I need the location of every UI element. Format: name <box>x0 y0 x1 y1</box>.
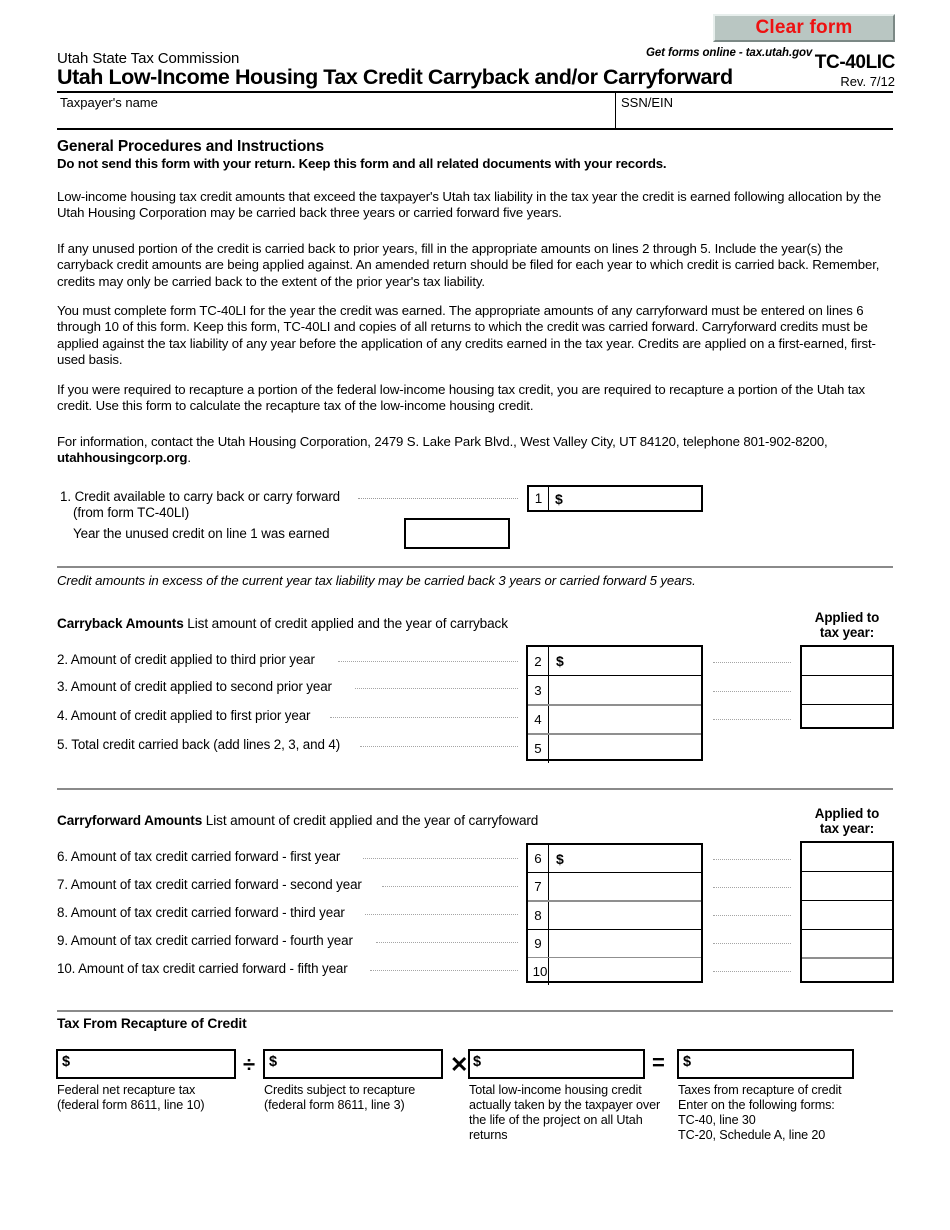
get-forms-online-note: Get forms online - tax.utah.gov <box>646 47 813 59</box>
carryback-mid-leader-3 <box>713 690 791 692</box>
recapture-input-1[interactable] <box>56 1049 236 1079</box>
carryforward-row-number-6: 6 <box>534 851 542 866</box>
carryback-amount-row-4[interactable] <box>528 706 701 734</box>
carryforward-row-number-10: 10 <box>532 964 548 979</box>
line1-dollar-sign: $ <box>555 491 563 507</box>
carry-note-italic: Credit amounts in excess of the current year tax liability may be carried back 3 years or carried forward 5 years. <box>57 573 696 588</box>
carryforward-amount-row-6[interactable] <box>528 845 701 872</box>
recapture-input-4[interactable] <box>677 1049 854 1079</box>
instructions-contact-paragraph <box>57 434 897 467</box>
recapture-input-2[interactable] <box>263 1049 443 1079</box>
carryforward-dollar-sign: $ <box>556 851 564 867</box>
carryback-tax-year-input-4[interactable] <box>802 705 892 731</box>
carryforward-leader-9 <box>376 941 518 943</box>
contact-website: utahhousingcorp.org <box>57 450 188 466</box>
carryback-tax-year-input-3[interactable] <box>802 676 892 704</box>
instructions-paragraph-4: If you were required to recapture a portion of the federal low-income housing tax credit, you are required to recapture a portion of the Utah tax credit. Use this form to calculate the recapture tax of the low-income housing credit. <box>57 382 866 414</box>
carryback-leader-2 <box>338 660 518 662</box>
carryforward-row-sep-8 <box>548 902 549 929</box>
carryforward-heading-rest: List amount of credit applied and the year of carryfoward <box>202 813 539 828</box>
carryback-row-label-3: 3. Amount of credit applied to second prior year <box>57 679 332 694</box>
page-title: Utah Low-Income Housing Tax Credit Carryback and/or Carryforward <box>57 65 733 89</box>
ssn-ein-input[interactable] <box>617 96 893 127</box>
carryback-amount-row-3[interactable] <box>528 676 701 704</box>
line1-number: 1 <box>529 485 549 512</box>
instructions-heading: General Procedures and Instructions <box>57 138 324 155</box>
carryback-row-number-4: 4 <box>534 712 542 727</box>
carryback-tax-year-input-2[interactable] <box>802 647 892 675</box>
carryback-applied-line1: Applied to <box>814 610 880 625</box>
instructions-paragraph-3: You must complete form TC-40LI for the year the credit was earned. The appropriate amounts of any carryforward must be entered on lines 6 through 10 of this form. Keep this form, TC-40LI and copies of all returns to which the credit was carried forward. Carryforward credits must be applied against the tax liability of any year before the application of any credits earned in the tax year. Credits are applied on a first-earned, first-used basis. <box>57 303 876 368</box>
line1-year-box[interactable] <box>404 518 510 549</box>
carryforward-row-label-6: 6. Amount of tax credit carried forward - first year <box>57 849 341 864</box>
carryforward-heading-bold: Carryforward Amounts <box>57 813 203 828</box>
carryforward-mid-leader-7 <box>713 886 791 888</box>
carryback-mid-leader-4 <box>713 718 791 720</box>
line1-sublabel: (from form TC-40LI) <box>73 505 190 520</box>
recapture-caption-2: Credits subject to recapture (federal form 8611, line 3) <box>264 1083 416 1112</box>
divide-operator-icon: ÷ <box>243 1052 256 1077</box>
instructions-paragraph-2: If any unused portion of the credit is carried back to prior years, fill in the appropriate amounts on lines 2 through 5. Include the year(s) the carryback credit amounts are being applied against. An amended return should be filed for each year to which credit is carried back. Remember, credits may only be carried back to the extent of the prior year's tax liability. <box>57 241 880 289</box>
carryforward-applied-line1: Applied to <box>814 806 880 821</box>
form-number: TC-40LIC <box>814 52 895 73</box>
line1-year-label: Year the unused credit on line 1 was earned <box>73 526 330 541</box>
carryback-applied-to-tax-year-label <box>787 610 907 640</box>
contact-text-prefix: For information, contact the Utah Housing Corporation, 2479 S. Lake Park Blvd., West Valley City, UT 84120, telephone 801-902-8200, <box>57 434 828 449</box>
carryforward-mid-leader-9 <box>713 942 791 944</box>
carryback-row-number-5: 5 <box>534 741 542 756</box>
carryforward-mid-leader-8 <box>713 914 791 916</box>
recapture-dollar-sign-3: $ <box>473 1054 482 1070</box>
carryback-amount-table <box>526 645 703 761</box>
recapture-input-3[interactable] <box>468 1049 645 1079</box>
carryback-row-number-3: 3 <box>534 682 542 698</box>
carryforward-tax-year-input-8[interactable] <box>802 901 892 929</box>
line1-leader-dots <box>358 497 518 499</box>
carryback-row-label-4: 4. Amount of credit applied to first prior year <box>57 708 311 723</box>
carryback-heading-rest: List amount of credit applied and the year of carryback <box>183 616 508 631</box>
carryback-amount-row-5[interactable] <box>528 735 701 763</box>
carryback-dollar-sign: $ <box>556 653 564 669</box>
recapture-caption-4: Taxes from recapture of credit Enter on the following forms: TC-40, line 30 TC-20, Schedule A, line 20 <box>678 1083 842 1142</box>
carryforward-row-label-8: 8. Amount of tax credit carried forward - third year <box>57 905 345 920</box>
carryforward-mid-leader-10 <box>713 970 791 972</box>
header-rule-bottom <box>57 128 893 130</box>
carryforward-leader-10 <box>370 969 518 971</box>
taxpayer-ssn-divider <box>615 93 616 128</box>
taxpayer-name-label: Taxpayer's name <box>60 95 158 110</box>
carryforward-leader-7 <box>382 885 518 887</box>
carryforward-amount-row-7[interactable] <box>528 873 701 900</box>
carryback-leader-3 <box>355 687 518 689</box>
carryforward-tax-year-input-9[interactable] <box>802 930 892 957</box>
section-rule-after-carryforward <box>57 1010 893 1012</box>
agency-name: Utah State Tax Commission <box>57 50 240 67</box>
header-rule-top <box>57 91 893 93</box>
carryback-row-number-2: 2 <box>534 653 542 669</box>
equals-operator-icon: = <box>652 1050 665 1075</box>
carryforward-tax-year-column <box>800 841 894 983</box>
carryback-leader-5 <box>360 745 518 747</box>
recapture-caption-1: Federal net recapture tax (federal form 8611, line 10) <box>57 1083 205 1112</box>
line1-amount-box[interactable] <box>527 485 703 512</box>
carryback-row-sep-5 <box>548 735 549 763</box>
carryback-row-sep-4 <box>548 706 549 734</box>
carryforward-mid-leader-6 <box>713 858 791 860</box>
carryback-row-label-2: 2. Amount of credit applied to third prior year <box>57 652 315 667</box>
carryback-row-label-5: 5. Total credit carried back (add lines 2, 3, and 4) <box>57 737 341 752</box>
carryforward-leader-8 <box>365 913 518 915</box>
carryforward-row-label-10: 10. Amount of tax credit carried forward - fifth year <box>57 961 348 976</box>
carryback-heading <box>57 616 508 631</box>
carryforward-amount-table <box>526 843 703 983</box>
carryforward-leader-6 <box>363 857 518 859</box>
carryforward-row-sep-7 <box>548 873 549 900</box>
recapture-dollar-sign-1: $ <box>62 1054 71 1070</box>
clear-form-label: Clear form <box>755 17 853 38</box>
recapture-dollar-sign-4: $ <box>683 1054 692 1070</box>
clear-form-button[interactable] <box>713 14 895 42</box>
instructions-paragraph-1: Low-income housing tax credit amounts that exceed the taxpayer's Utah tax liability in the tax year the credit is earned following allocation by the Utah Housing Corporation may be carried back three years or carried forward five years. <box>57 189 882 221</box>
recapture-caption-3: Total low-income housing credit actually taken by the taxpayer over the life of the project on all Utah returns <box>469 1083 661 1142</box>
carryforward-applied-line2: tax year: <box>819 821 875 836</box>
carryforward-amount-row-8[interactable] <box>528 902 701 929</box>
carryforward-amount-row-9[interactable] <box>528 930 701 957</box>
carryback-applied-line2: tax year: <box>819 625 875 640</box>
carryforward-row-label-7: 7. Amount of tax credit carried forward - second year <box>57 877 362 892</box>
ssn-ein-label: SSN/EIN <box>621 95 674 110</box>
carryforward-tax-year-input-10[interactable] <box>802 959 892 985</box>
instructions-subheading: Do not send this form with your return. Keep this form and all related documents with your records. <box>57 156 667 171</box>
multiply-operator-icon: ✕ <box>450 1052 469 1077</box>
carryforward-tax-year-input-6[interactable] <box>802 843 892 871</box>
carryforward-row-number-9: 9 <box>534 935 542 951</box>
carryforward-row-sep-6 <box>548 845 549 872</box>
form-revision: Rev. 7/12 <box>840 74 895 89</box>
taxpayer-name-input[interactable] <box>57 96 613 127</box>
section-rule-after-carryback <box>57 788 893 790</box>
carryback-row-sep-3 <box>548 676 549 704</box>
carryforward-applied-to-tax-year-label <box>787 806 907 836</box>
carryforward-row-label-9: 9. Amount of tax credit carried forward - fourth year <box>57 933 353 948</box>
carryforward-heading <box>57 813 538 828</box>
carryforward-row-sep-9 <box>548 930 549 957</box>
carryback-leader-4 <box>330 716 518 718</box>
carryback-mid-leader-2 <box>713 661 791 663</box>
carryback-heading-bold: Carryback Amounts <box>57 616 184 631</box>
carryforward-row-number-8: 8 <box>534 907 542 923</box>
carryback-amount-row-2[interactable] <box>528 647 701 675</box>
recapture-heading: Tax From Recapture of Credit <box>57 1016 247 1031</box>
carryforward-tax-year-input-7[interactable] <box>802 872 892 900</box>
recapture-dollar-sign-2: $ <box>269 1054 278 1070</box>
contact-text-suffix: . <box>187 450 191 466</box>
carryforward-row-sep-10 <box>548 958 549 985</box>
section-rule-after-line1 <box>57 566 893 568</box>
carryback-tax-year-column <box>800 645 894 729</box>
carryforward-row-number-7: 7 <box>534 879 542 894</box>
carryforward-amount-row-10[interactable] <box>528 958 701 985</box>
carryback-row-sep-2 <box>548 647 549 675</box>
line1-label: 1. Credit available to carry back or carry forward <box>60 489 341 504</box>
